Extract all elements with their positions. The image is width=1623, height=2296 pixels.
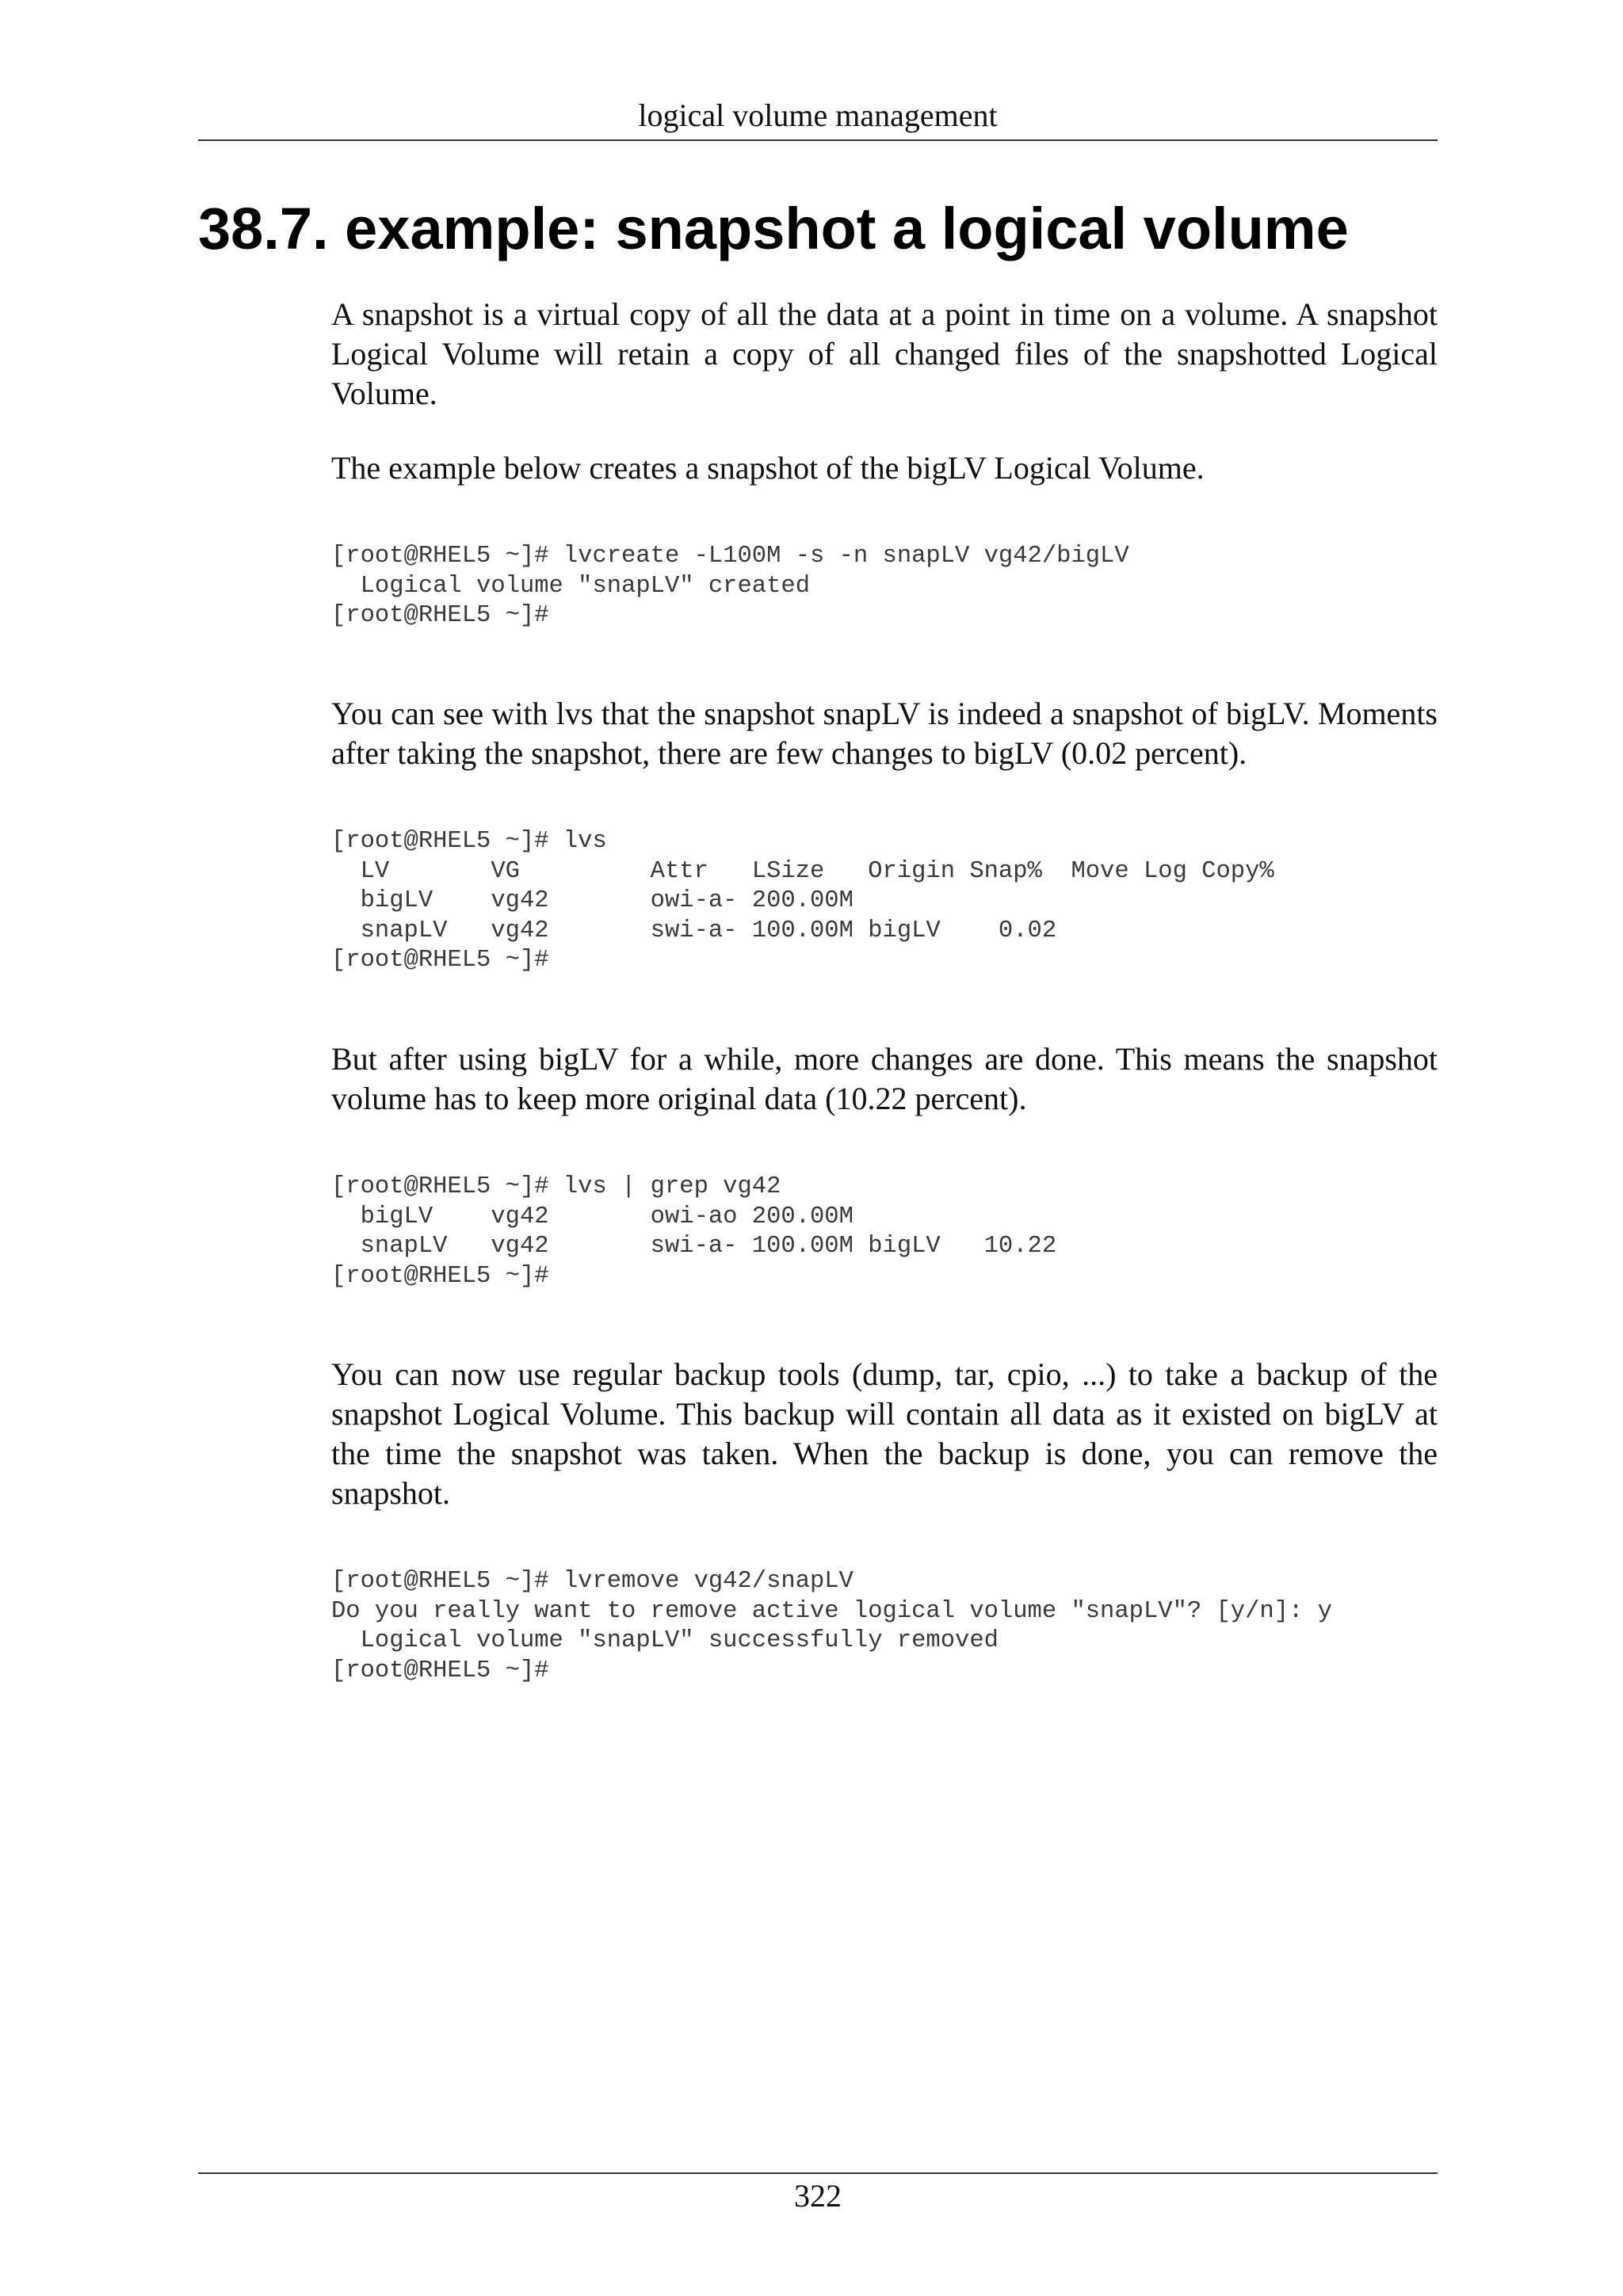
- paragraph-example-intro: The example below creates a snapshot of the bigLV Logical Volume.: [331, 450, 1205, 486]
- page-number: 322: [794, 2178, 842, 2214]
- code-block-lvs: [root@RHEL5 ~]# lvs LV VG Attr LSize Origin Snap% Move Log Copy% bigLV vg42 owi-a- 200.00M snapLV vg42 swi-a- 100.00M bigLV 0.02 [root@RHEL5 ~]#: [331, 828, 1274, 974]
- paragraph-more-changes: But after using bigLV for a while, more changes are done. This means the snapshot volume has to keep more original data (10.22 percent).: [331, 1041, 1438, 1116]
- paragraph-lvs-explanation: You can see with lvs that the snapshot snapLV is indeed a snapshot of bigLV. Moments after taking the snapshot, there are few changes to bigLV (0.02 percent).: [331, 696, 1438, 771]
- paragraph-snapshot-definition: A snapshot is a virtual copy of all the data at a point in time on a volume. A snapshot Logical Volume will retain a copy of all changed files of the snapshotted Logical Volume.: [331, 296, 1438, 411]
- code-block-lvremove: [root@RHEL5 ~]# lvremove vg42/snapLV Do you really want to remove active logical volume "snapLV"? [y/n]: y Logical volume "snapLV" successfully removed [root@RHEL5 ~]#: [331, 1568, 1332, 1684]
- header-rule: [198, 139, 1438, 141]
- running-header: logical volume management: [638, 97, 998, 133]
- code-block-lvs-grep: [root@RHEL5 ~]# lvs | grep vg42 bigLV vg42 owi-ao 200.00M snapLV vg42 swi-a- 100.00M bigLV 10.22 [root@RHEL5 ~]#: [331, 1173, 1057, 1290]
- section-title: 38.7. example: snapshot a logical volume: [198, 196, 1349, 261]
- code-block-lvcreate: [root@RHEL5 ~]# lvcreate -L100M -s -n snapLV vg42/bigLV Logical volume "snapLV" created [root@RHEL5 ~]#: [331, 543, 1129, 629]
- paragraph-backup: You can now use regular backup tools (dump, tar, cpio, ...) to take a backup of the snapshot Logical Volume. This backup will contain all data as it existed on bigLV at the time the snapshot was taken. When the backup is done, you can remove the snapshot.: [331, 1356, 1438, 1511]
